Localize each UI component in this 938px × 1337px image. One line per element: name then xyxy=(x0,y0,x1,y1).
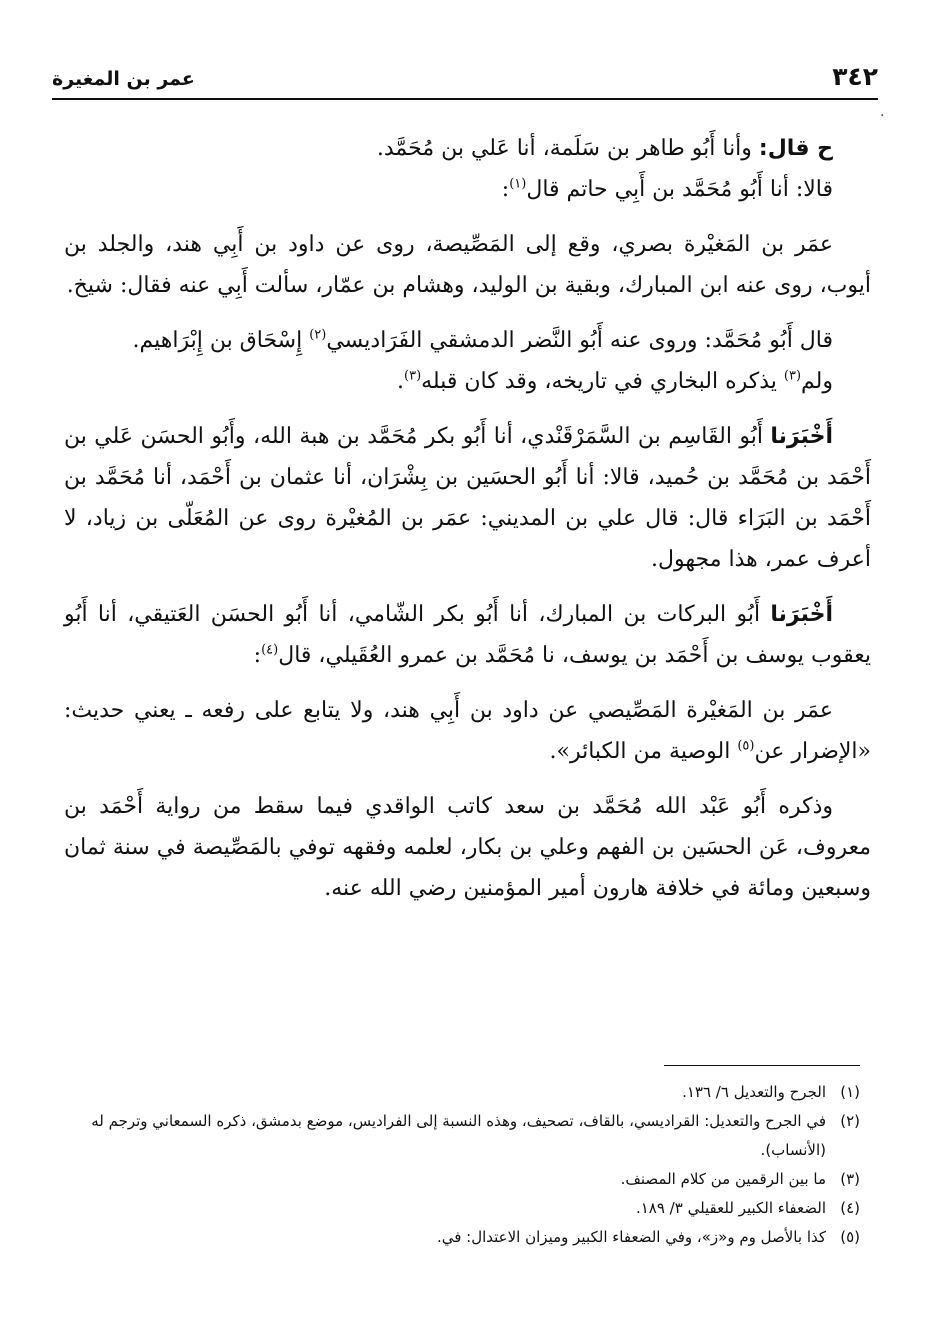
text-run: أَبُو البركات بن المبارك، أنا أَبُو بكر الشّامي، أنا أَبُو الحسَن العَتيقي، أنا أَبُو يعقوب يوسف بن أَحْمَد بن يوسف، نا مُحَمَّد بن عمرو العُقَيلي، قال xyxy=(64,602,871,668)
footnote-number: (٤) xyxy=(840,1199,860,1217)
footnote xyxy=(64,1223,860,1252)
footnote-number: (٣) xyxy=(840,1170,860,1188)
footnote-ref: (٣) xyxy=(783,368,802,384)
paragraph xyxy=(64,320,871,361)
text-run: وأنا أَبُو طاهر بن سَلَمة، أنا عَلي بن مُحَمَّد. xyxy=(376,136,759,161)
running-title: عمر بن المغيرة xyxy=(52,68,195,90)
text-run: الوصية من الكبائر». xyxy=(549,739,738,764)
footnote-ref: (٢) xyxy=(309,327,327,343)
text-run: يذكره البخاري في تاريخه، وقد كان قبله xyxy=(421,369,784,394)
footnote-ref: (٣) xyxy=(404,368,422,384)
footnote-text: الضعفاء الكبير للعقيلي ٣/ ١٨٩. xyxy=(635,1199,826,1217)
paragraph xyxy=(64,361,871,402)
footnote xyxy=(64,1078,860,1107)
page-number: ٣٤٢ xyxy=(832,62,878,91)
page-header xyxy=(52,60,878,100)
paragraph xyxy=(64,594,871,676)
main-text xyxy=(64,128,871,909)
footnote-text: الجرح والتعديل ٦/ ١٣٦. xyxy=(682,1083,826,1101)
footnote-ref: (٤) xyxy=(261,642,279,658)
text-run: عمَر بن المَغيْرة المَصِّيصي عن داود بن أَبِي هند، ولا يتابع على رفعه ـ يعني حديث: «الإضرار عن xyxy=(64,698,871,764)
paragraph xyxy=(64,169,871,210)
text-run: وذكره أَبُو عَبْد الله مُحَمَّد بن سعد كاتب الواقدي فيما سقط من رواية أَحْمَد بن معروف، عَن الحسَين بن الفهم وعلي بن بكار، لعلمه وفقهه توفي بالمَصِّيصة في سنة ثمان وسبعين ومائة في خلافة هارون أمير المؤمنين رضي الله عنه. xyxy=(64,794,871,901)
paragraph xyxy=(64,786,871,909)
footnote-number: (١) xyxy=(840,1083,860,1101)
text-run: . xyxy=(397,369,404,394)
footnote xyxy=(64,1165,860,1194)
text-run: ولم xyxy=(801,369,833,394)
footnote-number: (٢) xyxy=(840,1112,860,1130)
text-run: إِسْحَاق بن إِبْرَاهيم. xyxy=(132,328,310,353)
text-run: أَبُو القَاسِم بن السَّمَرْقَنْدي، أنا أَبُو بكر مُحَمَّد بن هبة الله، وأَبُو الحسَن عَلي بن أَحْمَد بن مُحَمَّد بن حُميد، قالا: أنا أَبُو الحسَين بن بِشْرَان، أنا عثمان بن أَحْمَد، أنا مُحَمَّد بن أَحْمَد بن البَرَاء قال: قال علي بن المديني: عمَر بن المُغيْرة روى عن المُعَلّى بن زياد، لا أعرف عمر، هذا مجهول. xyxy=(64,424,872,572)
lead-word: أَخْبَرَنا xyxy=(770,424,833,449)
lead-word: ح قال: xyxy=(758,136,833,161)
footnote-text: كذا بالأصل وم و«ز»، وفي الضعفاء الكبير وميزان الاعتدال: في. xyxy=(436,1228,826,1246)
text-run: : xyxy=(501,177,510,202)
footnote-text: في الجرح والتعديل: القراديسي، بالقاف، تصحيف، وهذه النسبة إلى الفراديس، موضع بدمشق، ذكره السمعاني وترجم له (الأنساب). xyxy=(91,1112,826,1159)
footnote-ref: (١) xyxy=(509,176,527,192)
paragraph xyxy=(64,224,871,306)
text-run: قال أَبُو مُحَمَّد: وروى عنه أَبُو النَّضر الدمشقي الفَرَاديسي xyxy=(326,328,833,353)
footnote-separator xyxy=(664,1065,860,1066)
footnote xyxy=(64,1194,860,1223)
footnote-ref: (٥) xyxy=(737,738,755,754)
footnote-text: ما بين الرقمين من كلام المصنف. xyxy=(620,1170,826,1188)
text-run: قالا: أنا أَبُو مُحَمَّد بن أَبِي حاتم قال xyxy=(526,177,833,202)
footnote xyxy=(64,1107,860,1165)
paragraph xyxy=(64,416,871,580)
paragraph xyxy=(64,690,871,772)
paragraph xyxy=(64,128,871,169)
footnotes xyxy=(64,1078,860,1252)
text-run: : xyxy=(253,643,262,668)
stray-mark: · xyxy=(880,108,885,124)
footnote-number: (٥) xyxy=(840,1228,860,1246)
text-run: عمَر بن المَغيْرة بصري، وقع إلى المَصِّيصة، روى عن داود بن أَبِي هند، والجلد بن أيوب، روى عنه ابن المبارك، وبقية بن الوليد، وهشام بن عمّار، سألت أَبِي عنه فقال: شيخ. xyxy=(64,232,871,298)
lead-word: أَخْبَرَنا xyxy=(770,602,833,627)
